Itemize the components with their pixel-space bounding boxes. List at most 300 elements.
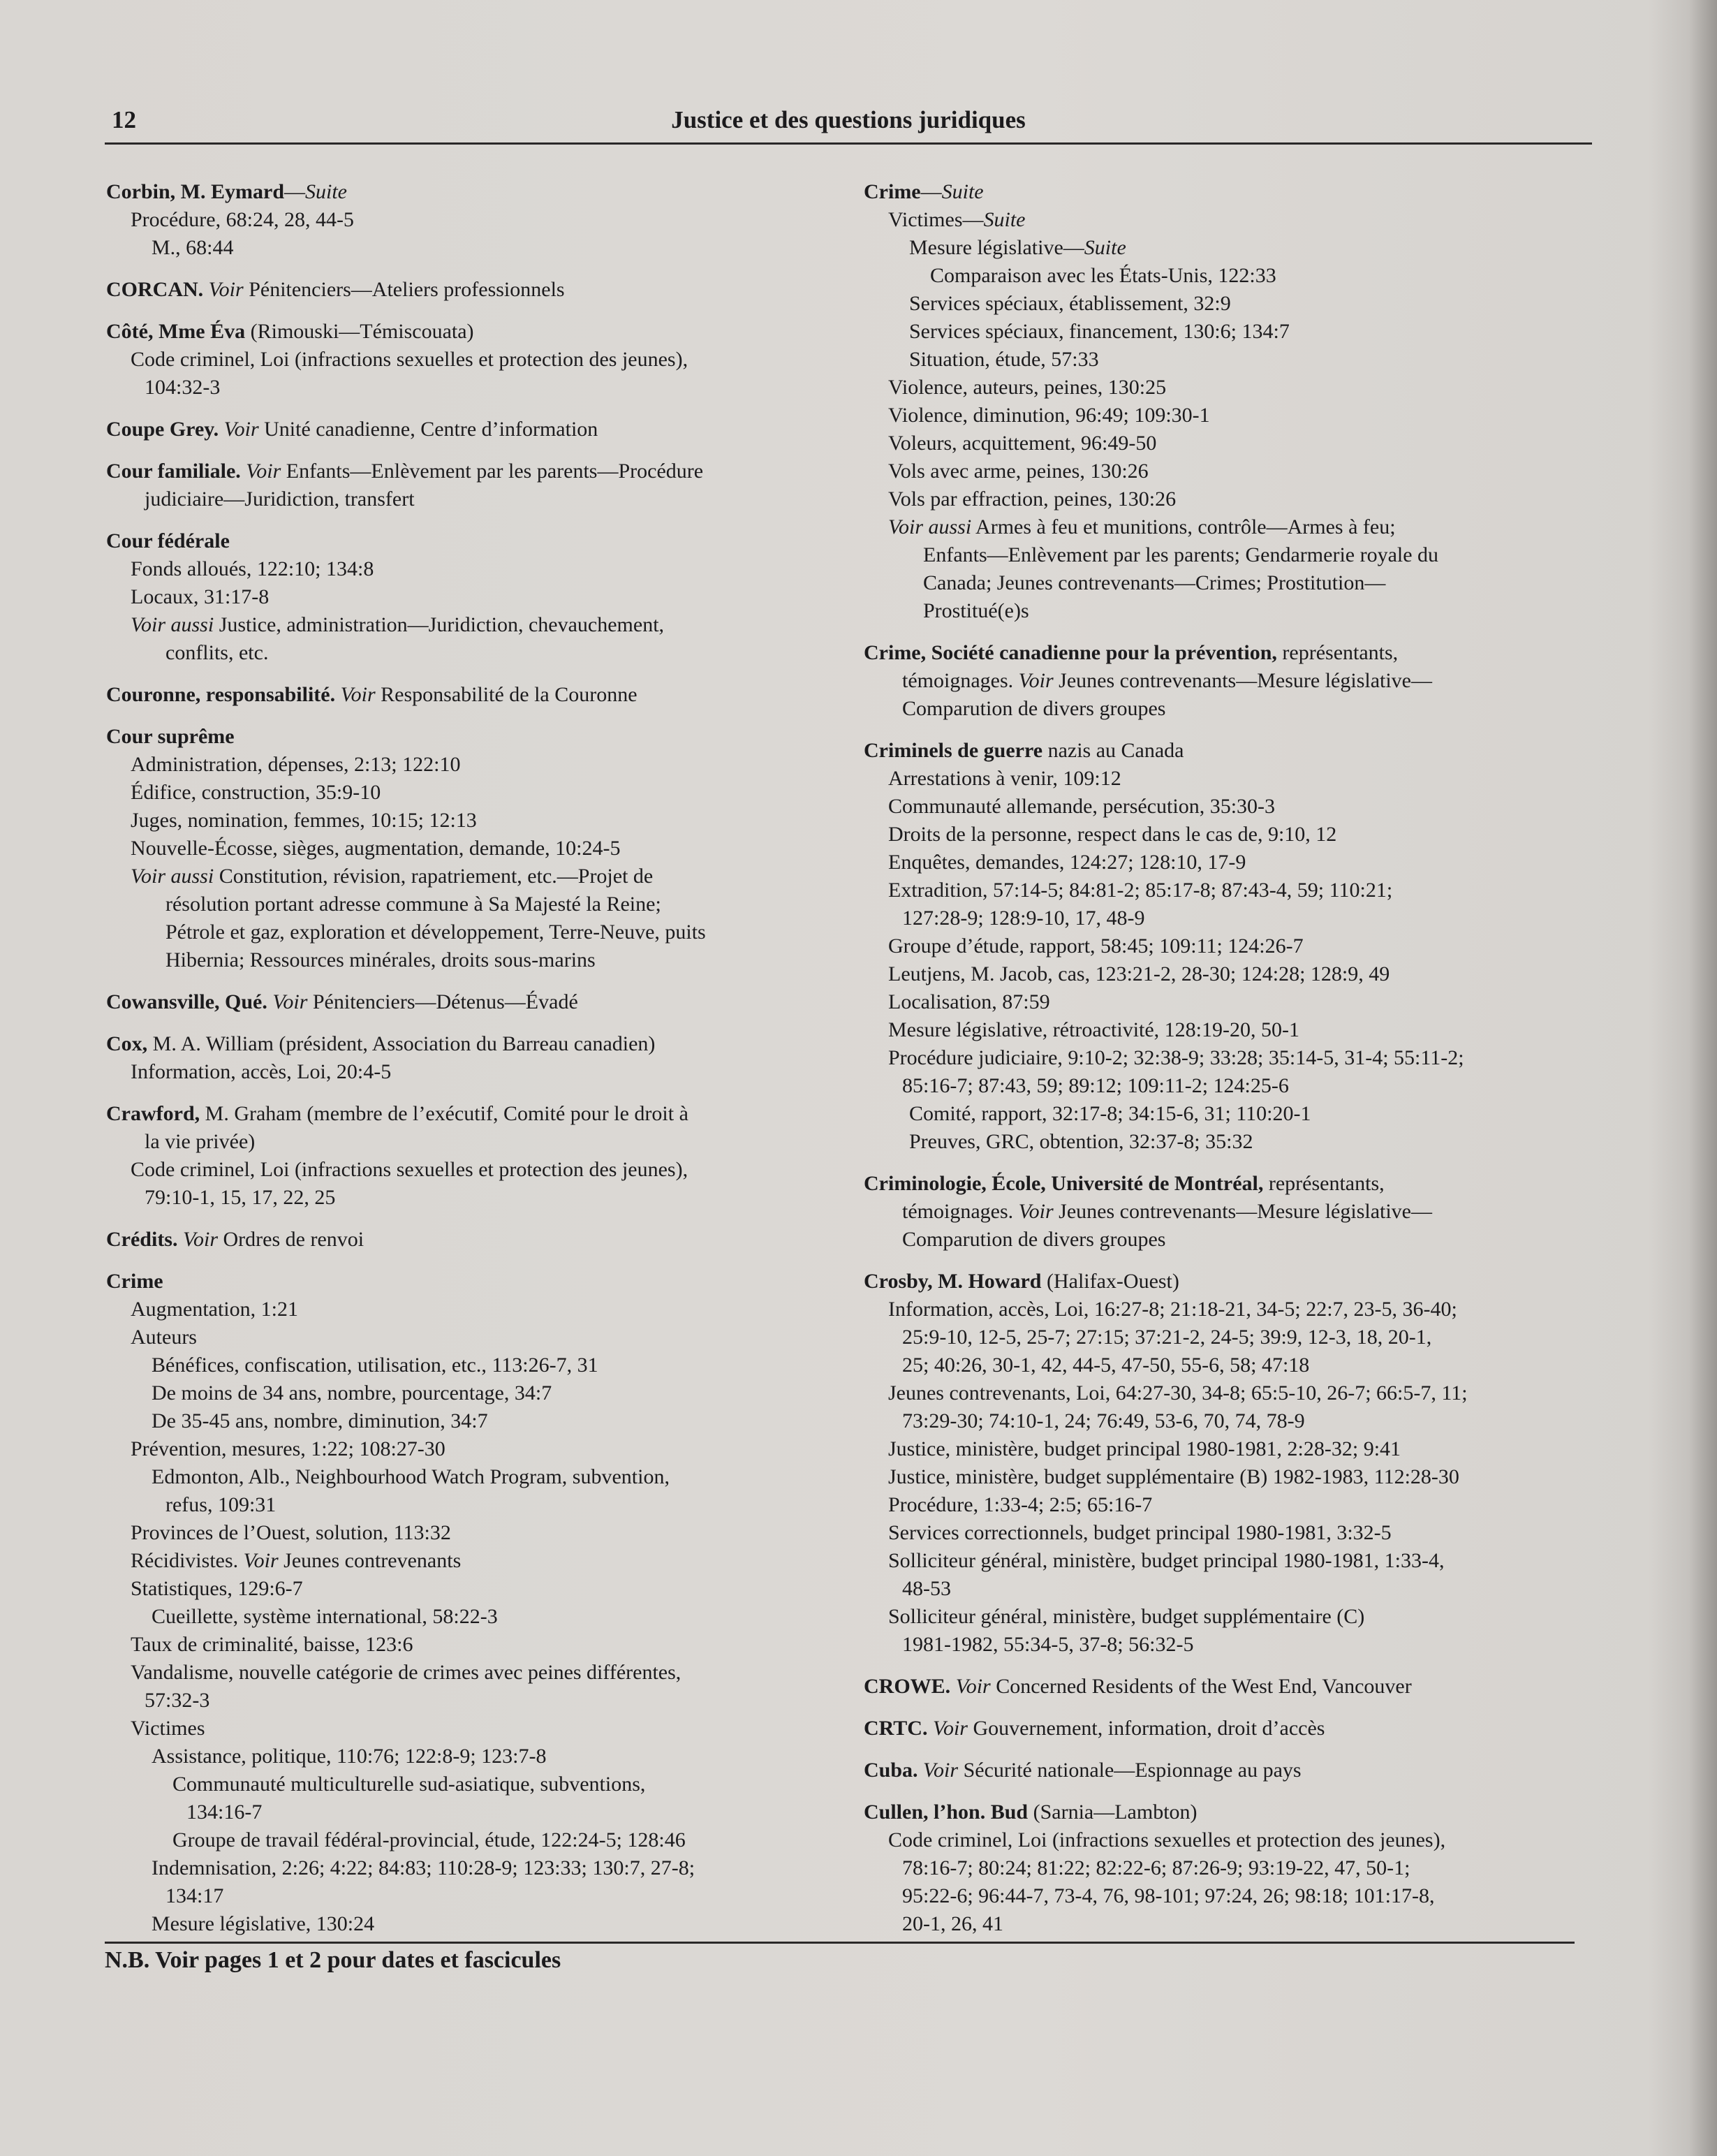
entry-subline	[862, 346, 1602, 374]
text-run	[219, 418, 224, 441]
entry-subline	[105, 1156, 845, 1184]
text-run: Cox,	[106, 1032, 148, 1055]
entry-subline	[862, 1826, 1602, 1854]
text-run: Ordres de renvoi	[218, 1228, 364, 1251]
text-run: Procédure, 1:33-4; 2:5; 65:16-7	[888, 1493, 1153, 1516]
text-run	[335, 683, 341, 706]
entry-subline	[862, 374, 1602, 402]
entry-subline	[862, 1435, 1602, 1463]
entry-subline	[862, 1379, 1602, 1407]
text-run: 95:22-6; 96:44-7, 73-4, 76, 98-101; 97:24, 26; 98:18; 101:17-8,	[902, 1884, 1435, 1907]
text-run: CORCAN.	[106, 278, 204, 301]
index-entry	[862, 1715, 1602, 1743]
entry-subline	[105, 918, 845, 946]
text-run: Services spéciaux, établissement, 32:9	[909, 292, 1231, 315]
entry-heading	[862, 737, 1602, 765]
entry-subline	[862, 1854, 1602, 1882]
text-run: Groupe de travail fédéral-provincial, étude, 122:24-5; 128:46	[172, 1828, 686, 1851]
entry-heading	[105, 416, 845, 443]
text-run: Cueillette, système international, 58:22-3	[152, 1605, 498, 1628]
entry-subline	[862, 1631, 1602, 1659]
text-run: Justice, administration—Juridiction, chevauchement,	[214, 613, 665, 636]
text-run: Cowansville, Qué.	[106, 990, 267, 1013]
text-run: Voir	[272, 990, 308, 1013]
text-run: Code criminel, Loi (infractions sexuelles et protection des jeunes),	[888, 1828, 1446, 1851]
text-run: 57:32-3	[145, 1689, 210, 1712]
text-run: Mesure législative, 130:24	[152, 1912, 375, 1935]
entry-subline	[105, 1631, 845, 1659]
header-rule	[105, 142, 1592, 145]
text-run: Criminologie, École, Université de Montréal,	[864, 1172, 1264, 1195]
entry-subline	[105, 485, 845, 513]
text-run: Localisation, 87:59	[888, 990, 1050, 1013]
text-run: Extradition, 57:14-5; 84:81-2; 85:17-8; 87:43-4, 59; 110:21;	[888, 879, 1393, 902]
index-entry	[862, 178, 1602, 625]
entry-heading	[105, 318, 845, 346]
text-run: Édifice, construction, 35:9-10	[131, 781, 381, 804]
page-edge-shadow	[1689, 0, 1717, 2156]
text-run: nazis au Canada	[1042, 739, 1184, 762]
entry-subline	[862, 234, 1602, 262]
index-entry	[862, 1798, 1602, 1938]
index-entry	[862, 639, 1602, 723]
entry-subline	[105, 1575, 845, 1603]
entry-subline	[862, 1575, 1602, 1603]
text-run: Violence, auteurs, peines, 130:25	[888, 376, 1167, 399]
text-run: Cour fédérale	[106, 529, 230, 552]
text-run: Code criminel, Loi (infractions sexuelles et protection des jeunes),	[131, 1158, 688, 1181]
text-run: refus, 109:31	[165, 1493, 277, 1516]
text-run: Information, accès, Loi, 16:27-8; 21:18-21, 34-5; 22:7, 23-5, 36-40;	[888, 1298, 1457, 1321]
text-run: Crawford,	[106, 1102, 200, 1125]
text-run: Voir	[223, 418, 259, 441]
text-run: CROWE.	[864, 1675, 951, 1698]
text-run: Crime	[106, 1270, 163, 1293]
text-run: 134:17	[165, 1884, 224, 1907]
entry-subline	[862, 513, 1602, 541]
text-run: Comparution de divers groupes	[902, 1228, 1166, 1251]
entry-subline	[862, 262, 1602, 290]
entry-subline	[105, 1407, 845, 1435]
entry-subline	[862, 1100, 1602, 1128]
entry-subline	[105, 863, 845, 890]
text-run: Preuves, GRC, obtention, 32:37-8; 35:32	[909, 1130, 1253, 1153]
index-entry	[105, 988, 845, 1016]
text-run: Situation, étude, 57:33	[909, 348, 1099, 371]
entry-heading	[862, 639, 1602, 667]
page-header	[105, 103, 1592, 140]
text-run: De moins de 34 ans, nombre, pourcentage, 34:7	[152, 1381, 552, 1405]
index-entry	[105, 527, 845, 667]
index-column-right	[862, 178, 1602, 1952]
text-run: —	[284, 180, 305, 203]
text-run: Leutjens, M. Jacob, cas, 123:21-2, 28-30; 124:28; 128:9, 49	[888, 962, 1390, 985]
text-run: Voir aussi	[888, 515, 972, 538]
entry-subline	[862, 569, 1602, 597]
text-run: Services correctionnels, budget principal 1980-1981, 3:32-5	[888, 1521, 1392, 1544]
text-run: Cour suprême	[106, 725, 235, 748]
text-run: Comité, rapport, 32:17-8; 34:15-6, 31; 110:20-1	[909, 1102, 1311, 1125]
text-run: (Sarnia—Lambton)	[1028, 1801, 1198, 1824]
index-entry	[862, 1268, 1602, 1659]
index-entry	[105, 318, 845, 402]
text-run: Fonds alloués, 122:10; 134:8	[131, 557, 374, 580]
text-run: Criminels de guerre	[864, 739, 1043, 762]
text-run: Comparution de divers groupes	[902, 697, 1166, 720]
text-run: Edmonton, Alb., Neighbourhood Watch Program, subvention,	[152, 1465, 670, 1488]
text-run: Hibernia; Ressources minérales, droits sous-marins	[165, 948, 596, 971]
text-run: Comparaison avec les États-Unis, 122:33	[930, 264, 1276, 287]
entry-subline	[105, 639, 845, 667]
text-run: Voir aussi	[131, 613, 214, 636]
entry-heading	[105, 1030, 845, 1058]
entry-subline	[862, 1128, 1602, 1156]
entry-subline	[862, 793, 1602, 821]
text-run: Récidivistes.	[131, 1549, 244, 1572]
entry-heading	[105, 276, 845, 304]
entry-subline	[862, 597, 1602, 625]
entry-subline	[105, 611, 845, 639]
entry-subline	[862, 1044, 1602, 1072]
text-run: Voir	[932, 1717, 968, 1740]
entry-subline	[862, 877, 1602, 904]
entry-subline	[105, 1296, 845, 1323]
text-run: la vie privée)	[145, 1130, 256, 1153]
text-run: Vols par effraction, peines, 130:26	[888, 487, 1177, 511]
entry-subline	[862, 1910, 1602, 1938]
index-entry	[105, 1030, 845, 1086]
text-run: Cullen, l’hon. Bud	[864, 1801, 1029, 1824]
text-run: Cour familiale.	[106, 460, 241, 483]
index-entry	[105, 457, 845, 513]
text-run: Gouvernement, information, droit d’accès	[967, 1717, 1325, 1740]
entry-subline	[105, 346, 845, 374]
text-run: Sécurité nationale—Espionnage au pays	[958, 1759, 1302, 1782]
entry-subline	[105, 1882, 845, 1910]
entry-subline	[862, 1226, 1602, 1254]
text-run: Jeunes contrevenants	[278, 1549, 462, 1572]
entry-subline	[105, 779, 845, 807]
text-run: (Rimouski—Témiscouata)	[245, 320, 474, 343]
text-run: 25; 40:26, 30-1, 42, 44-5, 47-50, 55-6, 58; 47:18	[902, 1354, 1310, 1377]
entry-subline	[105, 1798, 845, 1826]
entry-subline	[862, 695, 1602, 723]
text-run: Corbin, M. Eymard	[106, 180, 284, 203]
text-run: Juges, nomination, femmes, 10:15; 12:13	[131, 809, 477, 832]
text-run: Pétrole et gaz, exploration et développement, Terre-Neuve, puits	[165, 921, 706, 944]
text-run: Enfants—Enlèvement par les parents; Gendarmerie royale du	[923, 543, 1439, 566]
text-run: Vols avec arme, peines, 130:26	[888, 460, 1149, 483]
text-run: Solliciteur général, ministère, budget supplémentaire (C)	[888, 1605, 1365, 1628]
text-run: Crime, Société canadienne pour la prévention,	[864, 641, 1277, 664]
text-run: Voir	[955, 1675, 991, 1698]
entry-heading	[105, 178, 845, 206]
text-run: Provinces de l’Ouest, solution, 113:32	[131, 1521, 451, 1544]
text-run: résolution portant adresse commune à Sa Majesté la Reine;	[165, 893, 661, 916]
entry-subline	[862, 988, 1602, 1016]
text-run: Indemnisation, 2:26; 4:22; 84:83; 110:28-9; 123:33; 130:7, 27-8;	[152, 1856, 695, 1879]
text-run: témoignages.	[902, 1200, 1019, 1223]
entry-subline	[862, 318, 1602, 346]
entry-subline	[105, 1826, 845, 1854]
index-entry	[105, 681, 845, 709]
entry-subline	[862, 402, 1602, 430]
text-run: Voleurs, acquittement, 96:49-50	[888, 432, 1157, 455]
text-run: Auteurs	[131, 1326, 197, 1349]
entry-subline	[105, 1659, 845, 1687]
text-run: Solliciteur général, ministère, budget principal 1980-1981, 1:33-4,	[888, 1549, 1445, 1572]
index-entry	[105, 723, 845, 974]
entry-subline	[105, 1770, 845, 1798]
entry-heading	[862, 1757, 1602, 1784]
text-run: Procédure judiciaire, 9:10-2; 32:38-9; 33:28; 35:14-5, 31-4; 55:11-2;	[888, 1046, 1464, 1069]
text-run: Pénitenciers—Détenus—Évadé	[307, 990, 578, 1013]
page-number: 12	[112, 106, 136, 133]
text-run: Armes à feu et munitions, contrôle—Armes à feu;	[971, 515, 1396, 538]
text-run: Pénitenciers—Ateliers professionnels	[243, 278, 565, 301]
text-run: 104:32-3	[145, 376, 221, 399]
text-run	[927, 1717, 933, 1740]
text-run: Groupe d’étude, rapport, 58:45; 109:11; 124:26-7	[888, 934, 1304, 958]
text-run: Unité canadienne, Centre d’information	[258, 418, 598, 441]
text-run: Voir	[340, 683, 376, 706]
index-entry	[862, 1673, 1602, 1701]
text-run: Prostitué(e)s	[923, 599, 1029, 622]
footer-rule	[105, 1942, 1575, 1944]
entry-subline	[105, 583, 845, 611]
text-run: Crédits.	[106, 1228, 178, 1251]
text-run: Constitution, révision, rapatriement, etc.—Projet de	[214, 865, 654, 888]
text-run: Voir	[1018, 1200, 1054, 1223]
entry-subline	[862, 1351, 1602, 1379]
entry-subline	[862, 485, 1602, 513]
running-title: Justice et des questions juridiques	[671, 106, 1026, 133]
text-run: 48-53	[902, 1577, 951, 1600]
entry-subline	[862, 667, 1602, 695]
entry-subline	[105, 1128, 845, 1156]
index-entry	[862, 1757, 1602, 1784]
entry-subline	[105, 1323, 845, 1351]
index-entry	[105, 178, 845, 262]
entry-heading	[105, 527, 845, 555]
entry-subline	[862, 1603, 1602, 1631]
text-run: témoignages.	[902, 669, 1019, 692]
entry-subline	[105, 1743, 845, 1770]
text-run: Vandalisme, nouvelle catégorie de crimes avec peines différentes,	[131, 1661, 681, 1684]
entry-subline	[105, 1491, 845, 1519]
text-run: Jeunes contrevenants—Mesure législative—	[1053, 1200, 1432, 1223]
text-run: Enquêtes, demandes, 124:27; 128:10, 17-9	[888, 851, 1246, 874]
entry-subline	[105, 835, 845, 863]
text-run: Côté, Mme Éva	[106, 320, 246, 343]
entry-subline	[862, 1016, 1602, 1044]
entry-subline	[862, 1491, 1602, 1519]
text-run: 1981-1982, 55:34-5, 37-8; 56:32-5	[902, 1633, 1194, 1656]
text-run: Administration, dépenses, 2:13; 122:10	[131, 753, 461, 776]
text-run: Victimes—	[888, 208, 984, 231]
text-run: 134:16-7	[186, 1801, 263, 1824]
entry-heading	[105, 1226, 845, 1254]
text-run: Suite	[941, 180, 984, 203]
entry-subline	[105, 1435, 845, 1463]
entry-heading	[105, 457, 845, 485]
index-entry	[105, 276, 845, 304]
entry-heading	[862, 1170, 1602, 1198]
entry-subline	[105, 206, 845, 234]
text-run: Bénéfices, confiscation, utilisation, etc., 113:26-7, 31	[152, 1354, 598, 1377]
text-run: Responsabilité de la Couronne	[375, 683, 638, 706]
text-run: 127:28-9; 128:9-10, 17, 48-9	[902, 907, 1145, 930]
entry-subline	[105, 1184, 845, 1212]
index-entry	[105, 416, 845, 443]
text-run	[177, 1228, 183, 1251]
entry-subline	[862, 960, 1602, 988]
text-run: Code criminel, Loi (infractions sexuelles et protection des jeunes),	[131, 348, 688, 371]
entry-subline	[105, 1603, 845, 1631]
entry-subline	[105, 555, 845, 583]
entry-heading	[862, 1673, 1602, 1701]
text-run: Voir	[1018, 669, 1054, 692]
text-run: Prévention, mesures, 1:22; 108:27-30	[131, 1437, 445, 1460]
entry-subline	[862, 430, 1602, 457]
entry-subline	[862, 1407, 1602, 1435]
entry-subline	[862, 932, 1602, 960]
text-run: Statistiques, 129:6-7	[131, 1577, 303, 1600]
text-run	[918, 1759, 924, 1782]
text-run: judiciaire—Juridiction, transfert	[145, 487, 415, 511]
entry-subline	[105, 1715, 845, 1743]
text-run: 79:10-1, 15, 17, 22, 25	[145, 1186, 336, 1209]
text-run: Voir	[923, 1759, 959, 1782]
entry-subline	[862, 1072, 1602, 1100]
text-run: Augmentation, 1:21	[131, 1298, 298, 1321]
text-run: Information, accès, Loi, 20:4-5	[131, 1060, 392, 1083]
text-run: M., 68:44	[152, 236, 234, 259]
entry-subline	[862, 765, 1602, 793]
entry-heading	[105, 988, 845, 1016]
text-run: Victimes	[131, 1717, 205, 1740]
text-run: M. A. William (président, Association du Barreau canadien)	[147, 1032, 656, 1055]
index-entry	[105, 1268, 845, 1938]
index-entry	[105, 1100, 845, 1212]
entry-subline	[105, 1687, 845, 1715]
text-run: Taux de criminalité, baisse, 123:6	[131, 1633, 413, 1656]
text-run: Canada; Jeunes contrevenants—Crimes; Prostitution—	[923, 571, 1386, 594]
text-run: Jeunes contrevenants—Mesure législative—	[1053, 669, 1432, 692]
entry-heading	[105, 723, 845, 751]
entry-heading	[862, 178, 1602, 206]
text-run: 78:16-7; 80:24; 81:22; 82:22-6; 87:26-9; 93:19-22, 47, 50-1;	[902, 1856, 1410, 1879]
text-run: Cuba.	[864, 1759, 918, 1782]
text-run: Arrestations à venir, 109:12	[888, 767, 1121, 790]
text-run: 25:9-10, 12-5, 25-7; 27:15; 37:21-2, 24-5; 39:9, 12-3, 18, 20-1,	[902, 1326, 1432, 1349]
text-run: —	[920, 180, 942, 203]
text-run: Voir	[246, 460, 281, 483]
entry-subline	[862, 1323, 1602, 1351]
entry-subline	[862, 1547, 1602, 1575]
entry-subline	[105, 234, 845, 262]
entry-subline	[862, 1296, 1602, 1323]
text-run: Concerned Residents of the West End, Vancouver	[990, 1675, 1412, 1698]
entry-subline	[862, 290, 1602, 318]
text-run: Voir	[208, 278, 244, 301]
entry-heading	[862, 1798, 1602, 1826]
entry-subline	[862, 1463, 1602, 1491]
text-run: Voir aussi	[131, 865, 214, 888]
index-entry	[862, 737, 1602, 1156]
text-run: 85:16-7; 87:43, 59; 89:12; 109:11-2; 124:25-6	[902, 1074, 1289, 1097]
entry-subline	[862, 821, 1602, 849]
text-run: Mesure législative, rétroactivité, 128:19-20, 50-1	[888, 1018, 1299, 1041]
entry-subline	[862, 1198, 1602, 1226]
entry-subline	[105, 374, 845, 402]
entry-subline	[862, 206, 1602, 234]
text-run: Locaux, 31:17-8	[131, 585, 270, 608]
entry-subline	[105, 1547, 845, 1575]
text-run: Couronne, responsabilité.	[106, 683, 336, 706]
index-entry	[862, 1170, 1602, 1254]
entry-subline	[862, 541, 1602, 569]
text-run: Justice, ministère, budget principal 1980-1981, 2:28-32; 9:41	[888, 1437, 1401, 1460]
entry-subline	[105, 1351, 845, 1379]
text-run: Communauté multiculturelle sud-asiatique, subventions,	[172, 1773, 646, 1796]
entry-subline	[105, 1854, 845, 1882]
text-run: Jeunes contrevenants, Loi, 64:27-30, 34-8; 65:5-10, 26-7; 66:5-7, 11;	[888, 1381, 1468, 1405]
text-run: 73:29-30; 74:10-1, 24; 76:49, 53-6, 70, 74, 78-9	[902, 1409, 1305, 1432]
index-column-left	[105, 178, 845, 1952]
text-run: 20-1, 26, 41	[902, 1912, 1003, 1935]
entry-subline	[105, 1910, 845, 1938]
entry-subline	[105, 946, 845, 974]
text-run: Suite	[983, 208, 1026, 231]
entry-heading	[862, 1268, 1602, 1296]
text-run: représentants,	[1263, 1172, 1385, 1195]
index-entry	[105, 1226, 845, 1254]
entry-subline	[862, 1882, 1602, 1910]
entry-subline	[105, 1463, 845, 1491]
text-run: Enfants—Enlèvement par les parents—Procédure	[281, 460, 704, 483]
text-run: Justice, ministère, budget supplémentaire (B) 1982-1983, 112:28-30	[888, 1465, 1459, 1488]
text-run: Crosby, M. Howard	[864, 1270, 1042, 1293]
text-run: Procédure, 68:24, 28, 44-5	[131, 208, 354, 231]
text-run: Suite	[305, 180, 347, 203]
text-run: Voir	[182, 1228, 218, 1251]
text-run: M. Graham (membre de l’exécutif, Comité pour le droit à	[200, 1102, 688, 1125]
text-run	[203, 278, 209, 301]
entry-subline	[862, 457, 1602, 485]
text-run: Droits de la personne, respect dans le cas de, 9:10, 12	[888, 823, 1337, 846]
text-run: Nouvelle-Écosse, sièges, augmentation, demande, 10:24-5	[131, 837, 621, 860]
entry-subline	[105, 807, 845, 835]
entry-subline	[105, 1519, 845, 1547]
entry-heading	[862, 1715, 1602, 1743]
text-run: représentants,	[1276, 641, 1399, 664]
footer-note: N.B. Voir pages 1 et 2 pour dates et fascicules	[105, 1947, 561, 1973]
text-run	[950, 1675, 956, 1698]
text-run: (Halifax-Ouest)	[1041, 1270, 1179, 1293]
entry-heading	[105, 1268, 845, 1296]
text-run: Mesure législative—	[909, 236, 1084, 259]
entry-subline	[862, 1519, 1602, 1547]
text-run: Suite	[1084, 236, 1126, 259]
text-run: Crime	[864, 180, 921, 203]
text-run: Communauté allemande, persécution, 35:30-3	[888, 795, 1276, 818]
entry-subline	[105, 1379, 845, 1407]
entry-heading	[105, 1100, 845, 1128]
text-run: Coupe Grey.	[106, 418, 219, 441]
text-run: Violence, diminution, 96:49; 109:30-1	[888, 404, 1210, 427]
text-run: Voir	[243, 1549, 279, 1572]
